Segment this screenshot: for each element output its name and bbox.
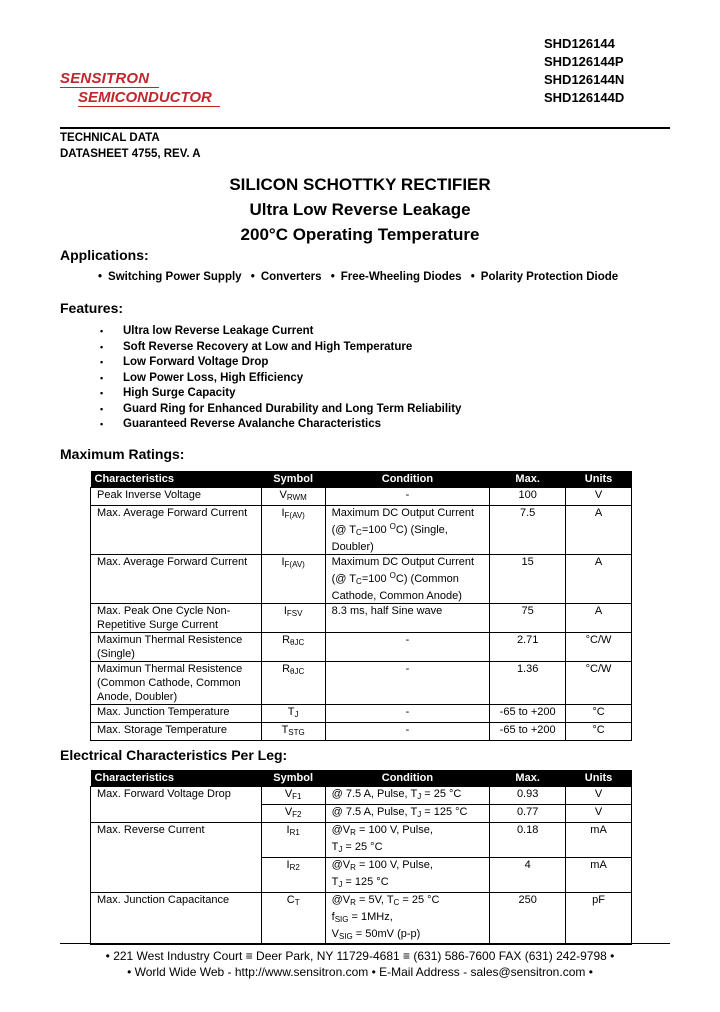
condition-subscript: J [417,810,422,819]
application-item: Converters [260,271,322,283]
cell-characteristic: Max. Reverse Current [91,823,262,893]
document-subtitle-1: Ultra Low Reverse Leakage [249,200,471,219]
cell-condition: - [325,723,490,741]
datasheet-label: DATASHEET 4755, REV. A [60,148,201,160]
cell-symbol [261,662,325,705]
symbol-subscript: J [294,710,299,719]
condition-text: @V [331,859,351,871]
cell-symbol [261,555,325,604]
table-row [91,488,632,506]
condition-text: @V [331,894,351,906]
electrical-heading: Electrical Characteristics Per Leg: [60,747,288,763]
cell-symbol [261,633,325,662]
symbol-subscript: R1 [289,828,300,837]
characteristic-line: Max. Peak One Cycle Non- [97,605,231,617]
cell-characteristic: Max. Average Forward Current [91,555,262,604]
cell-characteristic: Peak Inverse Voltage [91,488,262,506]
table-row [91,604,632,633]
cell-condition: - [325,662,490,705]
symbol-subscript: F1 [292,792,302,801]
feature-item: • Soft Reverse Recovery at Low and High Temperature [100,340,461,356]
condition-text: f [331,911,335,923]
cell-symbol [261,893,325,945]
cell-units: °C/W [566,662,632,705]
table-header-row [91,770,632,787]
symbol-text: I [281,507,285,519]
table-row [91,705,632,723]
cell-condition [325,555,490,604]
feature-item: • Guard Ring for Enhanced Durability and Long Term Reliability [100,402,461,418]
cell-units: A [566,555,632,604]
cell-units: V [566,787,632,805]
cell-units: A [566,604,632,633]
feature-item: • Ultra low Reverse Leakage Current [100,324,461,340]
symbol-text: I [286,824,290,836]
column-header: Max. [490,770,566,787]
condition-text: = 50mV (p-p) [352,928,421,940]
cell-characteristic: Max. Average Forward Current [91,506,262,555]
condition-subscript: SIG [334,915,349,924]
cell-symbol [261,805,325,823]
cell-condition: - [325,633,490,662]
cell-symbol [261,705,325,723]
cell-max: 0.77 [490,805,566,823]
cell-symbol [261,723,325,741]
applications-list: • Switching Power Supply • Converters • Free-Wheeling Diodes • Polarity Protection Diode [98,271,619,283]
part-number: SHD126144P [544,54,624,69]
cell-condition [325,858,490,893]
table-row [91,893,632,945]
cell-units: mA [566,823,632,858]
cell-max: 7.5 [490,506,566,555]
column-header: Condition [325,471,490,488]
application-item: Switching Power Supply [108,271,242,283]
application-item: Free-Wheeling Diodes [340,271,462,283]
part-number: SHD126144D [544,90,625,105]
column-header: Characteristics [91,770,262,787]
cell-characteristic [91,662,262,705]
cell-max: -65 to +200 [490,705,566,723]
cell-max: 2.71 [490,633,566,662]
document-title: SILICON SCHOTTKY RECTIFIER [229,175,491,194]
condition-text: = 1MHz, [348,911,393,923]
cell-units: °C [566,705,632,723]
feature-item: • High Surge Capacity [100,386,461,402]
table-row [91,787,632,805]
cell-characteristic [91,633,262,662]
condition-subscript: R [350,863,356,872]
column-header: Units [566,770,632,787]
feature-item: • Low Forward Voltage Drop [100,355,461,371]
condition-text: = 125 °C [421,806,468,818]
symbol-subscript: R2 [289,863,300,872]
column-header: Characteristics [91,471,262,488]
cell-units: V [566,488,632,506]
applications-heading: Applications: [60,247,149,263]
condition-line: Cathode, Common Anode) [331,590,462,602]
characteristic-line: (Single) [97,648,135,660]
cell-characteristic: Max. Junction Capacitance [91,893,262,945]
condition-text: = 5V, T [355,894,394,906]
cell-units: mA [566,858,632,893]
cell-symbol [261,858,325,893]
cell-units: pF [566,893,632,945]
condition-text: =100 [361,573,390,585]
characteristic-line: (Common Cathode, Common [97,677,241,689]
cell-max: 250 [490,893,566,945]
symbol-text: C [286,894,295,906]
characteristic-line: Maximun Thermal Resistence [97,634,243,646]
logo-line-2: SEMICONDUCTOR [78,89,220,107]
condition-superscript: O [389,571,396,580]
condition-text: C) (Single, [395,524,448,536]
condition-line: Maximum DC Output Current [331,507,475,519]
part-number: SHD126144 [544,36,615,51]
symbol-subscript: STG [288,728,305,737]
cell-max: 75 [490,604,566,633]
logo-line-1: SENSITRON [60,70,159,88]
condition-text: C) (Common [395,573,459,585]
cell-units: °C/W [566,633,632,662]
part-number: SHD126144N [544,72,625,87]
column-header: Symbol [261,471,325,488]
column-header: Condition [325,770,490,787]
condition-text: = 125 °C [342,876,389,888]
condition-subscript: C [393,898,400,907]
condition-text: @ 7.5 A, Pulse, T [331,806,418,818]
features-heading: Features: [60,300,124,316]
cell-condition: 8.3 ms, half Sine wave [325,604,490,633]
max-ratings-heading: Maximum Ratings: [60,446,185,462]
symbol-text: I [286,859,290,871]
symbol-text: T [287,706,295,718]
condition-text: @V [331,824,351,836]
cell-characteristic: Max. Storage Temperature [91,723,262,741]
symbol-text: R [282,663,291,675]
cell-max: 4 [490,858,566,893]
table-row [91,723,632,741]
footer-contact: • World Wide Web - http://www.sensitron.com • E-Mail Address - sales@sensitron.com • [127,965,593,979]
condition-text: = 25 °C [342,841,383,853]
condition-text: =100 [361,524,390,536]
symbol-subscript: F(AV) [284,560,305,569]
footer-address: • 221 West Industry Court ≡ Deer Park, NY 11729-4681 ≡ (631) 586-7600 FAX (631) 242-9798 • [105,949,615,963]
symbol-subscript: θJC [290,667,305,676]
document-subtitle-2: 200°C Operating Temperature [240,225,480,244]
part-numbers [544,35,624,107]
table-row [91,506,632,555]
cell-characteristic: Max. Junction Temperature [91,705,262,723]
column-header: Units [566,471,632,488]
condition-subscript: R [350,898,356,907]
condition-subscript: J [417,792,422,801]
features-list [100,324,461,433]
symbol-text: T [281,724,289,736]
cell-max: 100 [490,488,566,506]
tech-data-label: TECHNICAL DATA [60,132,160,144]
condition-subscript: C [356,577,362,586]
footer-divider [60,943,670,944]
characteristic-line: Repetitive Surge Current [97,619,219,631]
cell-symbol [261,604,325,633]
symbol-subscript: FSV [286,609,303,618]
feature-item: • Guaranteed Reverse Avalanche Characteristics [100,417,461,433]
cell-condition [325,506,490,555]
column-header: Max. [490,471,566,488]
table-row [91,555,632,604]
condition-text: = 25 °C [399,894,440,906]
symbol-subscript: F2 [292,810,302,819]
condition-text: (@ T [331,573,357,585]
symbol-text: V [279,489,287,501]
company-logo [60,70,220,107]
condition-subscript: J [338,880,343,889]
cell-condition [325,805,490,823]
characteristic-line: Maximun Thermal Resistence [97,663,243,675]
condition-text: T [331,876,339,888]
condition-subscript: J [338,845,343,854]
cell-symbol [261,506,325,555]
symbol-text: V [284,806,293,818]
cell-characteristic: Max. Forward Voltage Drop [91,787,262,823]
feature-item: • Low Power Loss, High Efficiency [100,371,461,387]
cell-max: 1.36 [490,662,566,705]
cell-condition: - [325,488,490,506]
condition-text: = 100 V, Pulse, [355,824,433,836]
symbol-subscript: T [294,898,300,907]
symbol-text: R [282,634,291,646]
cell-max: 0.93 [490,787,566,805]
cell-condition [325,893,490,945]
cell-characteristic [91,604,262,633]
cell-units: A [566,506,632,555]
cell-units: V [566,805,632,823]
condition-line: Maximum DC Output Current [331,556,475,568]
column-header: Symbol [261,770,325,787]
cell-symbol [261,823,325,858]
cell-max: 15 [490,555,566,604]
technical-data-block [60,130,201,162]
characteristic-line: Anode, Doubler) [97,691,178,703]
symbol-subscript: F(AV) [284,511,305,520]
condition-subscript: C [356,528,362,537]
cell-units: °C [566,723,632,741]
condition-text: = 25 °C [421,788,462,800]
symbol-text: I [283,605,287,617]
cell-condition [325,787,490,805]
condition-text: V [331,928,339,940]
cell-condition: - [325,705,490,723]
max-ratings-table [90,471,632,741]
application-item: Polarity Protection Diode [480,271,619,283]
symbol-text: V [284,788,293,800]
cell-max: 0.18 [490,823,566,858]
cell-symbol [261,488,325,506]
condition-subscript: SIG [338,932,353,941]
condition-superscript: O [389,522,396,531]
cell-condition [325,823,490,858]
condition-text: (@ T [331,524,357,536]
condition-text: = 100 V, Pulse, [355,859,433,871]
header-divider [60,127,670,129]
symbol-text: I [281,556,285,568]
cell-symbol [261,787,325,805]
table-row [91,633,632,662]
electrical-table [90,770,632,945]
condition-line: Doubler) [331,541,374,553]
condition-subscript: R [350,828,356,837]
condition-text: T [331,841,339,853]
condition-text: @ 7.5 A, Pulse, T [331,788,418,800]
cell-max: -65 to +200 [490,723,566,741]
table-header-row [91,471,632,488]
symbol-subscript: θJC [290,638,305,647]
symbol-subscript: RWM [286,493,307,502]
table-row [91,823,632,858]
table-row [91,662,632,705]
